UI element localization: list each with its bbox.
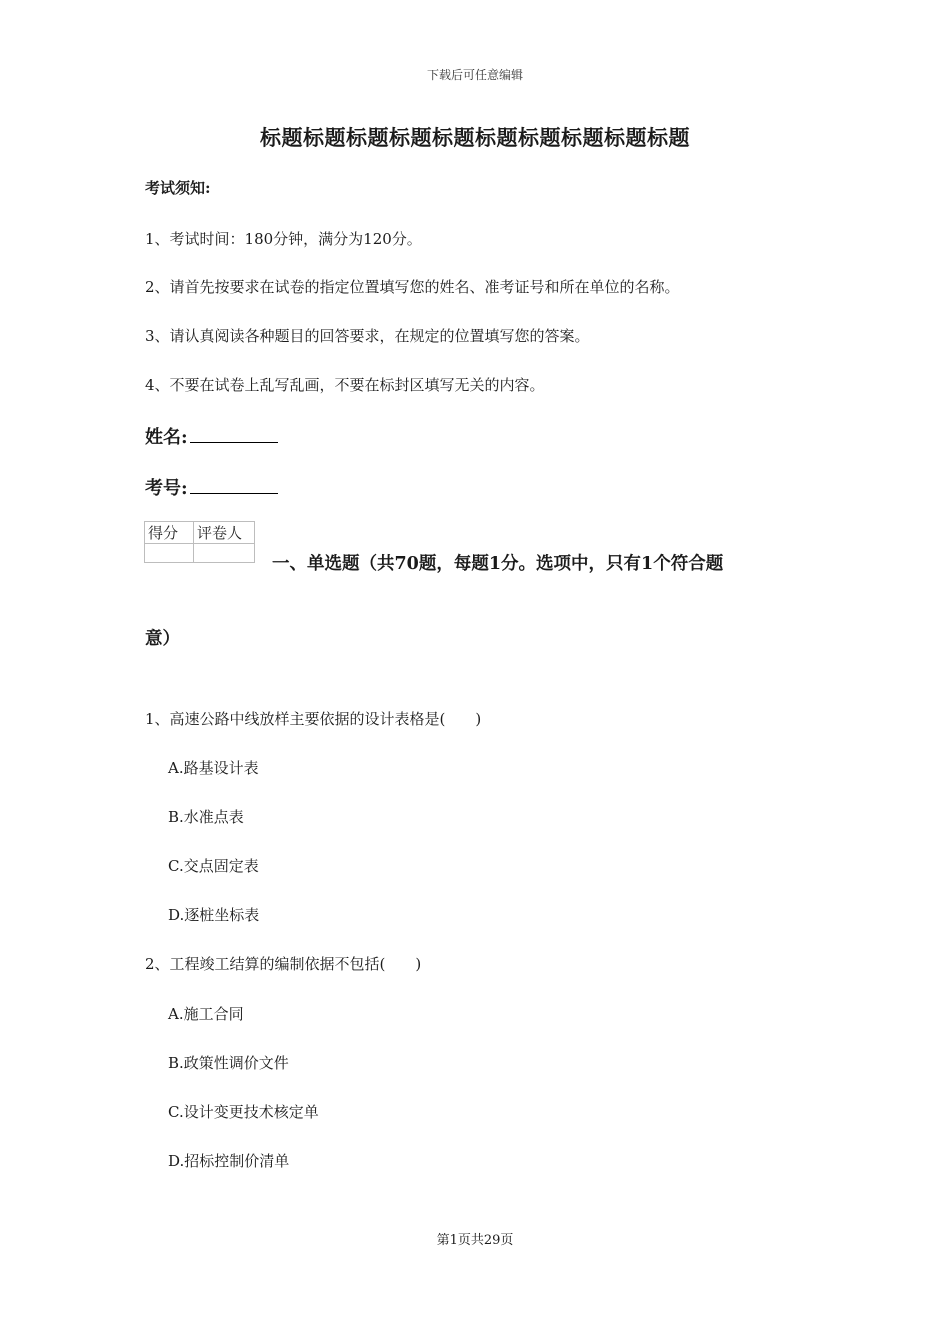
notice-rule-1: 1、考试时间：180分钟，满分为120分。 (145, 230, 422, 248)
grader-cell[interactable] (194, 544, 255, 563)
question-1-option-a: A.路基设计表 (168, 759, 259, 777)
grader-header: 评卷人 (194, 522, 255, 544)
question-1-option-d: D.逐桩坐标表 (168, 906, 260, 924)
question-2-option-b: B.政策性调价文件 (168, 1054, 289, 1072)
notice-rule-3: 3、请认真阅读各种题目的回答要求，在规定的位置填写您的答案。 (145, 327, 590, 345)
page-footer: 第1页共29页 (436, 1233, 514, 1248)
question-1-option-b: B.水准点表 (168, 808, 244, 826)
exam-number-blank-line[interactable] (190, 475, 278, 494)
question-2-option-d: D.招标控制价清单 (168, 1152, 290, 1170)
question-2-option-c: C.设计变更技术核定单 (168, 1103, 319, 1121)
exam-number-field (145, 474, 278, 500)
question-2-option-a: A.施工合同 (168, 1005, 244, 1023)
score-header: 得分 (145, 522, 194, 544)
notice-heading: 考试须知: (145, 179, 211, 197)
section-title: 一、单选题（共70题，每题1分。选项中，只有1个符合题 (272, 554, 724, 574)
question-1-option-c: C.交点固定表 (168, 857, 259, 875)
score-cell[interactable] (145, 544, 194, 563)
notice-rule-4: 4、不要在试卷上乱写乱画，不要在标封区填写无关的内容。 (145, 376, 545, 394)
notice-rule-2: 2、请首先按要求在试卷的指定位置填写您的姓名、准考证号和所在单位的名称。 (145, 278, 680, 296)
score-table-header-row (145, 522, 255, 544)
score-table (144, 521, 255, 563)
score-table-blank-row (145, 544, 255, 563)
question-1-stem: 1、高速公路中线放样主要依据的设计表格是( ) (145, 710, 482, 728)
exam-number-label: 考号: (145, 478, 188, 499)
document-title: 标题标题标题标题标题标题标题标题标题标题 (260, 125, 690, 150)
header-note: 下载后可任意编辑 (426, 68, 523, 82)
name-field (145, 423, 278, 449)
section-title-continued: 意） (145, 629, 180, 649)
name-blank-line[interactable] (190, 424, 278, 443)
question-2-stem: 2、工程竣工结算的编制依据不包括( ) (145, 955, 422, 973)
name-label: 姓名: (145, 427, 188, 448)
